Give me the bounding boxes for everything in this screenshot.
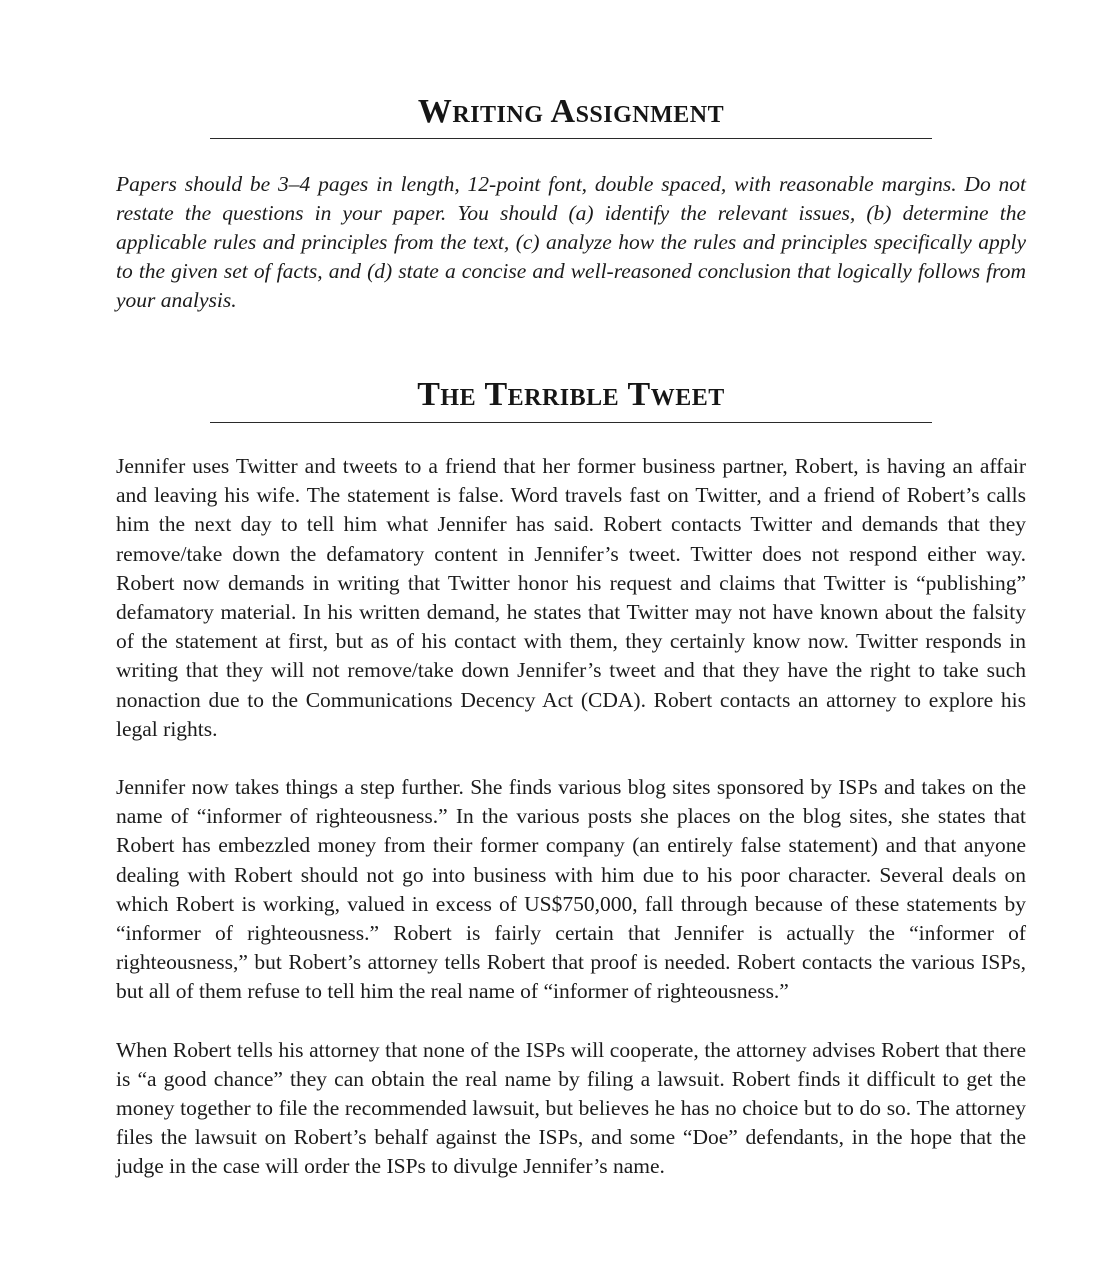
case-paragraph-1: Jennifer uses Twitter and tweets to a friend that her former business partner, Robert, is having an affair and leaving his wife. The statement is false. Word travels fast on Twitter, and a friend of Robert’s calls him the next day to tell him what Jennifer has said. Robert contacts Twitter and demands that they remove/take down the defamatory content in Jennifer’s tweet. Twitter does not respond either way. Robert now demands in writing that Twitter honor his request and claims that Twitter is “publishing” defamatory material. In his written demand, he states that Twitter may not have known about the falsity of the statement at first, but as of his contact with them, they certainly know now. Twitter responds in writing that they will not remove/take down Jennifer’s tweet and that they have the right to take such nonaction due to the Communications Decency Act (CDA). Robert contacts an attorney to explore his legal rights. bbox=[116, 454, 1026, 741]
case-story bbox=[116, 452, 1026, 1211]
assignment-instructions: Papers should be 3–4 pages in length, 12-point font, double spaced, with reasonable margins. Do not restate the questions in your paper. You should (a) identify the relevant issues, (b) determine the applicable rules and principles from the text, (c) analyze how the rules and principles specifically apply to the given set of facts, and (d) state a concise and well-reasoned conclusion that logically follows from your analysis. bbox=[116, 172, 1026, 312]
writing-assignment-rule bbox=[210, 138, 932, 139]
writing-assignment-heading: Writing Assignment bbox=[417, 93, 725, 130]
case-heading-rule bbox=[210, 422, 932, 423]
case-paragraph-2: Jennifer now takes things a step further. She finds various blog sites sponsored by ISPs and takes on the name of “informer of righteousness.” In the various posts she places on the blog sites, she states that Robert has embezzled money from their former company (an entirely false statement) and that anyone dealing with Robert should not go into business with him due to his poor character. Several deals on which Robert is working, valued in excess of US$750,000, fall through because of these statements by “informer of righteousness.” Robert is fairly certain that Jennifer is actually the “informer of righteousness,” but Robert’s attorney tells Robert that proof is needed. Robert contacts the various ISPs, but all of them refuse to tell him the real name of “informer of righteousness.” bbox=[116, 775, 1026, 1004]
case-heading: The Terrible Tweet bbox=[417, 376, 725, 413]
case-paragraph-3: When Robert tells his attorney that none of the ISPs will cooperate, the attorney advises Robert that there is “a good chance” they can obtain the real name by filing a lawsuit. Robert finds it difficult to get the money together to file the recommended lawsuit, but believes he has no choice but to do so. The attorney files the lawsuit on Robert’s behalf against the ISPs, and some “Doe” defendants, in the hope that the judge in the case will order the ISPs to divulge Jennifer’s name. bbox=[116, 1037, 1026, 1179]
